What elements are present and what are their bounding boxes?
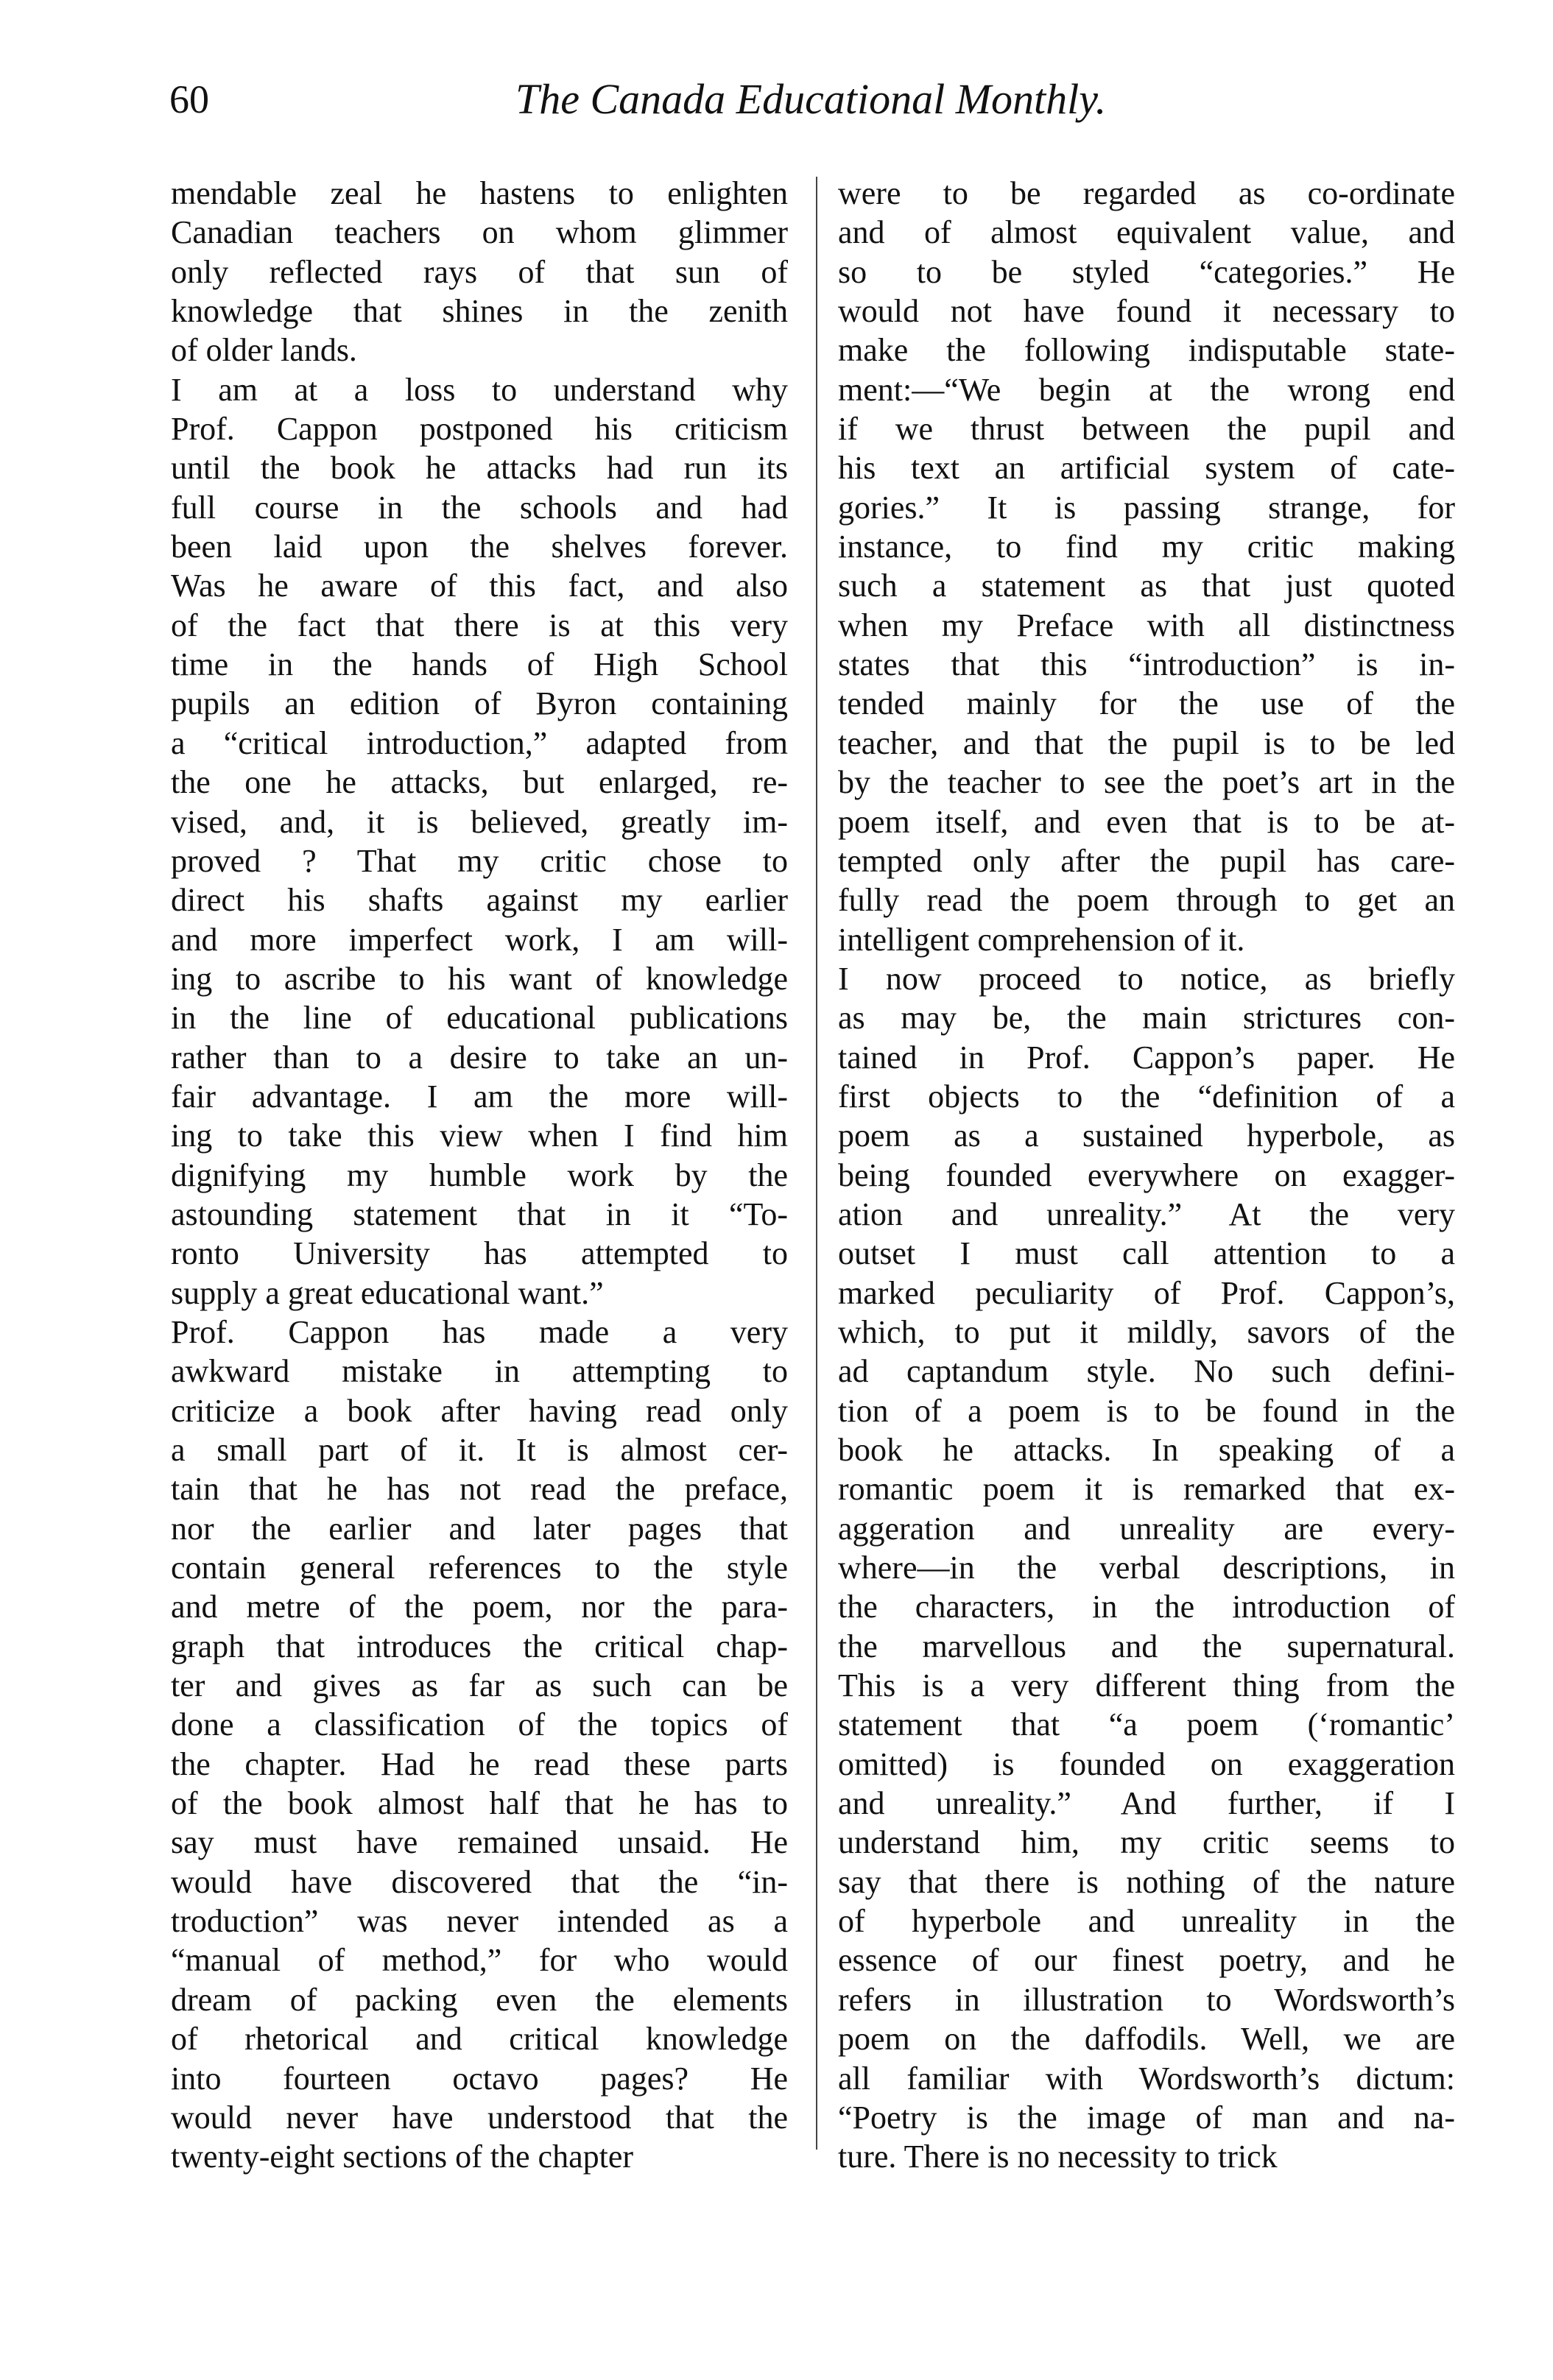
text-line: ronto University has attempted to <box>171 1235 788 1272</box>
text-line: vised, and, it is believed, greatly im- <box>171 803 788 840</box>
text-line: tion of a poem is to be found in the <box>838 1392 1455 1429</box>
text-line: marked peculiarity of Prof. Cappon’s, <box>838 1274 1455 1311</box>
text-line: would have discovered that the “in- <box>171 1863 788 1900</box>
text-line: full course in the schools and had <box>171 489 788 526</box>
text-line: ing to ascribe to his want of knowledge <box>171 960 788 997</box>
text-line: say that there is nothing of the nature <box>838 1863 1455 1900</box>
text-line: where—in the verbal descriptions, in <box>838 1550 1455 1586</box>
text-line: dream of packing even the elements <box>171 1981 788 2018</box>
text-line: knowledge that shines in the zenith <box>171 293 788 330</box>
text-line: fair advantage. I am the more will- <box>171 1078 788 1115</box>
text-line: Prof. Cappon postponed his criticism <box>171 411 788 448</box>
text-line: of hyperbole and unreality in the <box>838 1903 1455 1940</box>
text-line: his text an artificial system of cate- <box>838 450 1455 487</box>
text-line: of the book almost half that he has to <box>171 1785 788 1822</box>
text-line: make the following indisputable state- <box>838 332 1455 369</box>
page-number: 60 <box>169 77 209 121</box>
text-line: rather than to a desire to take an un- <box>171 1039 788 1076</box>
text-line: graph that introduces the critical chap- <box>171 1628 788 1664</box>
text-line: and of almost equivalent value, and <box>838 214 1455 251</box>
text-line: tained in Prof. Cappon’s paper. He <box>838 1039 1455 1076</box>
text-line: and metre of the poem, nor the para- <box>171 1589 788 1625</box>
text-line: intelligent comprehension of it. <box>838 921 1245 958</box>
text-line: the characters, in the introduction of <box>838 1589 1455 1625</box>
right-column-text <box>838 174 1455 2177</box>
text-line: which, to put it mildly, savors of the <box>838 1313 1455 1350</box>
running-head <box>169 74 1458 125</box>
text-line: states that this “introduction” is in- <box>838 646 1455 683</box>
text-line: would never have understood that the <box>171 2099 788 2136</box>
text-line: ing to take this view when I find him <box>171 1117 788 1154</box>
text-line: nor the earlier and later pages that <box>171 1510 788 1547</box>
text-line: ation and unreality.” At the very <box>838 1196 1455 1232</box>
text-line: understand him, my critic seems to <box>838 1824 1455 1861</box>
text-line: teacher, and that the pupil is to be led <box>838 724 1455 761</box>
text-line: “manual of method,” for who would <box>171 1942 788 1979</box>
text-line: a small part of it. It is almost cer- <box>171 1432 788 1468</box>
text-line: Prof. Cappon has made a very <box>171 1313 788 1350</box>
text-line: being founded everywhere on exagger- <box>838 1157 1455 1193</box>
text-line: awkward mistake in attempting to <box>171 1353 788 1390</box>
text-line: by the teacher to see the poet’s art in the <box>838 764 1455 801</box>
text-line: would not have found it necessary to <box>838 293 1455 330</box>
text-line: of the fact that there is at this very <box>171 607 788 643</box>
text-line: direct his shafts against my earlier <box>171 882 788 919</box>
text-line: contain general references to the style <box>171 1550 788 1586</box>
text-line: fully read the poem through to get an <box>838 882 1455 919</box>
text-line: so to be styled “categories.” He <box>838 253 1455 290</box>
text-line: pupils an edition of Byron containing <box>171 685 788 722</box>
text-line: a “critical introduction,” adapted from <box>171 724 788 761</box>
text-line: only reflected rays of that sun of <box>171 253 788 290</box>
text-line: proved ? That my critic chose to <box>171 842 788 879</box>
text-line: I now proceed to notice, as briefly <box>838 960 1455 997</box>
text-line: in the line of educational publications <box>171 1000 788 1037</box>
text-line: romantic poem it is remarked that ex- <box>838 1471 1455 1508</box>
column-divider <box>816 177 817 2150</box>
journal-title: The Canada Educational Monthly. <box>515 75 1107 123</box>
text-line: astounding statement that in it “To- <box>171 1196 788 1232</box>
text-line: troduction” was never intended as a <box>171 1903 788 1940</box>
text-line: statement that “a poem (‘romantic’ <box>838 1706 1455 1743</box>
text-line: and more imperfect work, I am will- <box>171 921 788 958</box>
text-line: Canadian teachers on whom glimmer <box>171 214 788 251</box>
text-line: ter and gives as far as such can be <box>171 1667 788 1704</box>
text-line: time in the hands of High School <box>171 646 788 683</box>
text-line: book he attacks. In speaking of a <box>838 1432 1455 1468</box>
text-line: Was he aware of this fact, and also <box>171 568 788 604</box>
text-line: poem on the daffodils. Well, we are <box>838 2021 1455 2058</box>
text-line: This is a very different thing from the <box>838 1667 1455 1704</box>
text-line: mendable zeal he hastens to enlighten <box>171 175 788 211</box>
text-line: “Poetry is the image of man and na- <box>838 2099 1455 2136</box>
text-line: gories.” It is passing strange, for <box>838 489 1455 526</box>
text-line: outset I must call attention to a <box>838 1235 1455 1272</box>
text-line: twenty-eight sections of the chapter <box>171 2139 634 2175</box>
text-line: tempted only after the pupil has care- <box>838 842 1455 879</box>
text-line: such a statement as that just quoted <box>838 568 1455 604</box>
left-column-text <box>171 174 788 2177</box>
text-line: refers in illustration to Wordsworth’s <box>838 1981 1455 2018</box>
text-line: aggeration and unreality are every- <box>838 1510 1455 1547</box>
text-line: into fourteen octavo pages? He <box>171 2060 788 2097</box>
text-line: the one he attacks, but enlarged, re- <box>171 764 788 801</box>
text-line: of older lands. <box>171 332 357 369</box>
text-line: tain that he has not read the preface, <box>171 1471 788 1508</box>
text-line: when my Preface with all distinctness <box>838 607 1455 643</box>
text-line: all familiar with Wordsworth’s dictum: <box>838 2060 1455 2097</box>
text-line: of rhetorical and critical knowledge <box>171 2021 788 2058</box>
text-line: been laid upon the shelves forever. <box>171 529 788 565</box>
text-line: supply a great educational want.” <box>171 1274 604 1311</box>
text-line: ad captandum style. No such defini- <box>838 1353 1455 1390</box>
text-line: criticize a book after having read only <box>171 1392 788 1429</box>
text-line: tended mainly for the use of the <box>838 685 1455 722</box>
text-line: instance, to find my critic making <box>838 529 1455 565</box>
text-line: as may be, the main strictures con- <box>838 1000 1455 1037</box>
text-line: until the book he attacks had run its <box>171 450 788 487</box>
text-line: dignifying my humble work by the <box>171 1157 788 1193</box>
text-line: ment:—“We begin at the wrong end <box>838 371 1455 408</box>
text-line: essence of our finest poetry, and he <box>838 1942 1455 1979</box>
text-line: poem as a sustained hyperbole, as <box>838 1117 1455 1154</box>
text-line: done a classification of the topics of <box>171 1706 788 1743</box>
text-line: say must have remained unsaid. He <box>171 1824 788 1861</box>
text-line: poem itself, and even that is to be at- <box>838 803 1455 840</box>
text-line: the chapter. Had he read these parts <box>171 1745 788 1782</box>
text-line: ture. There is no necessity to trick <box>838 2139 1278 2175</box>
text-line: I am at a loss to understand why <box>171 371 788 408</box>
text-line: and unreality.” And further, if I <box>838 1785 1455 1822</box>
text-line: the marvellous and the supernatural. <box>838 1628 1455 1664</box>
text-line: omitted) is founded on exaggeration <box>838 1745 1455 1782</box>
text-line: if we thrust between the pupil and <box>838 411 1455 448</box>
text-line: were to be regarded as co-ordinate <box>838 175 1455 211</box>
text-line: first objects to the “definition of a <box>838 1078 1455 1115</box>
